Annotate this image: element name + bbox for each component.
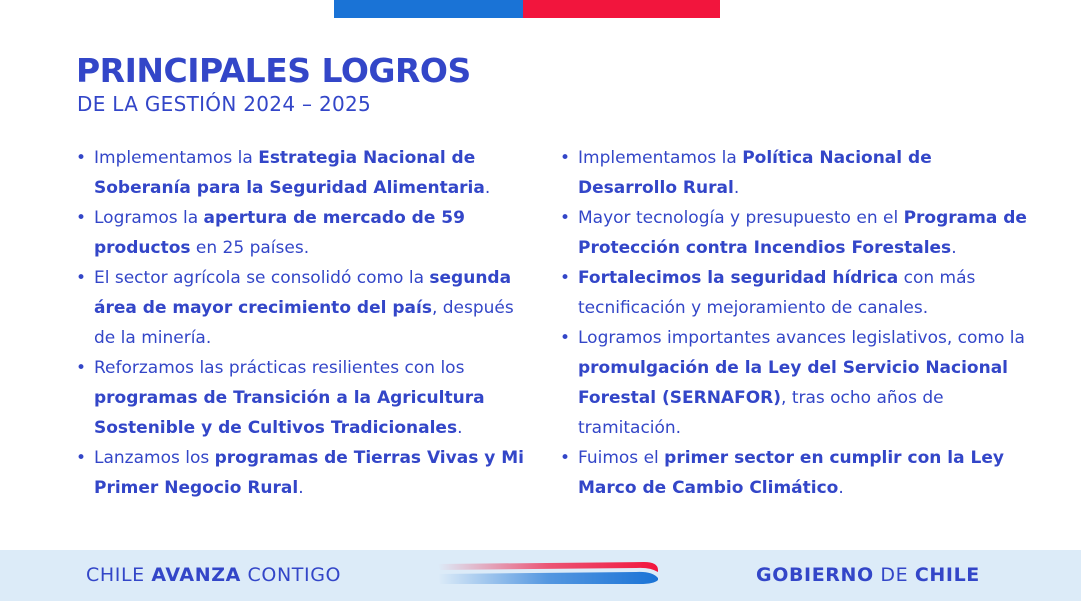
bullet-icon: • — [560, 448, 571, 468]
bullet-icon: • — [560, 268, 571, 288]
flag-blue-stripe — [334, 0, 523, 18]
bullet-icon: • — [76, 208, 87, 228]
achievement-text: Reforzamos las prácticas resilientes con los — [94, 358, 465, 378]
bullet-icon: • — [560, 148, 571, 168]
bullet-icon: • — [76, 358, 87, 378]
achievement-text: , tras ocho años de tramitación. — [578, 388, 944, 438]
achievement-highlight: Política Nacional de Desarrollo Rural — [578, 148, 932, 198]
achievement-text: . — [951, 238, 957, 258]
achievement-item — [560, 323, 1030, 443]
achievement-text: . — [298, 478, 304, 498]
achievement-highlight: apertura de mercado de 59 productos — [94, 208, 465, 258]
achievement-item — [76, 353, 538, 443]
achievement-item — [560, 443, 1030, 503]
page-subtitle: DE LA GESTIÓN 2024 – 2025 — [77, 92, 372, 116]
achievement-text: Fuimos el — [578, 448, 665, 468]
footer-band — [0, 550, 1081, 601]
achievement-item — [560, 203, 1030, 263]
achievement-item — [76, 443, 538, 503]
achievement-text: con más tecnificación y mejoramiento de canales. — [578, 268, 976, 318]
achievement-highlight: segunda área de mayor crecimiento del país — [94, 268, 512, 318]
achievement-text: . — [484, 178, 491, 198]
achievement-highlight: Fortalecimos la seguridad hídrica — [578, 268, 899, 288]
achievement-item — [76, 143, 538, 203]
achievement-item — [76, 203, 538, 263]
footer-government-bold: CHILE — [914, 564, 980, 586]
bullet-icon: • — [76, 268, 87, 288]
achievement-highlight: primer sector en cumplir con la Ley Marco de Cambio Climático — [578, 448, 1004, 498]
page-title: PRINCIPALES LOGROS — [76, 51, 471, 90]
achievement-item — [76, 263, 538, 353]
achievement-text: Lanzamos los — [94, 448, 215, 468]
achievement-highlight: promulgación de la Ley del Servicio Nacional Forestal (SERNAFOR) — [578, 358, 1009, 408]
bullet-icon: • — [560, 328, 571, 348]
footer-government-bold: GOBIERNO — [756, 564, 874, 586]
achievement-text: Logramos importantes avances legislativos, como la — [578, 328, 1025, 348]
achievement-text: , después de la minería. — [94, 298, 514, 348]
bullet-icon: • — [76, 148, 87, 168]
achievement-highlight: programas de Transición a la Agricultura Sostenible y de Cultivos Tradicionales — [94, 388, 485, 438]
achievements-list-right — [560, 143, 1030, 503]
footer-government-part: DE — [873, 564, 915, 586]
achievement-text: . — [838, 478, 844, 498]
top-flag-bar — [334, 0, 720, 18]
achievement-text: Logramos la — [94, 208, 204, 228]
swoosh-logo-icon — [436, 558, 662, 592]
flag-red-stripe — [523, 0, 720, 18]
achievement-text: . — [733, 178, 740, 198]
achievement-text: El sector agrícola se consolidó como la — [94, 268, 430, 288]
bullet-icon: • — [76, 448, 87, 468]
achievement-text: Mayor tecnología y presupuesto en el — [578, 208, 904, 228]
achievement-text: Implementamos la — [578, 148, 743, 168]
footer-government — [756, 562, 980, 588]
footer-slogan-part: CHILE — [86, 564, 152, 586]
bullet-icon: • — [560, 208, 571, 228]
achievement-highlight: Programa de Protección contra Incendios Forestales — [578, 208, 1027, 258]
achievement-text: en 25 países. — [190, 238, 310, 258]
achievement-highlight: Estrategia Nacional de Soberanía para la Seguridad Alimentaria — [94, 148, 485, 198]
achievement-highlight: programas de Tierras Vivas y Mi Primer Negocio Rural — [94, 448, 524, 498]
achievement-text: Implementamos la — [94, 148, 259, 168]
achievement-item — [560, 143, 1030, 203]
achievement-text: . — [457, 418, 463, 438]
achievement-item — [560, 263, 1030, 323]
achievements-list-left — [76, 143, 538, 503]
footer-slogan — [86, 562, 341, 588]
footer-slogan-bold: AVANZA — [151, 564, 241, 586]
footer-slogan-part: CONTIGO — [240, 564, 342, 586]
